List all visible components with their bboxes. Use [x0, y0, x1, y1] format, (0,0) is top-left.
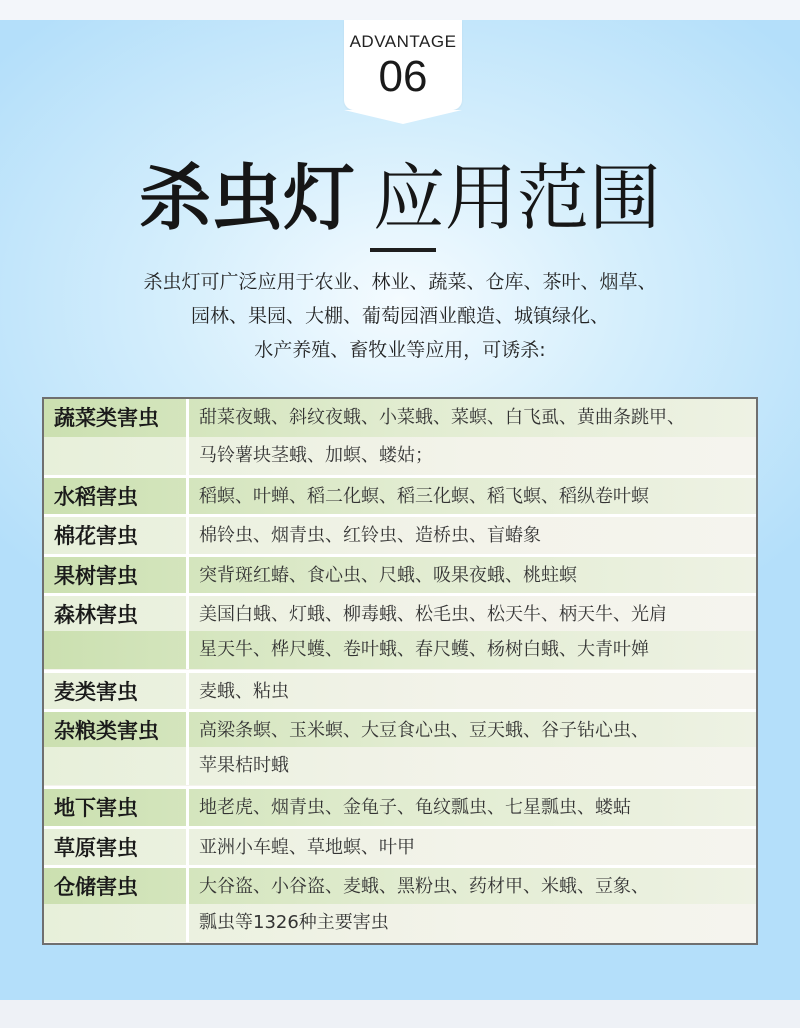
- page-title: [0, 150, 800, 246]
- pests-cell: 高梁条螟、玉米螟、大豆食心虫、豆天蛾、谷子钻心虫、: [199, 720, 649, 741]
- title-underline: [370, 248, 436, 252]
- category-cell: 麦类害虫: [44, 673, 189, 711]
- pests-cell: 星天牛、桦尺蠖、卷叶蛾、春尺蠖、杨树白蛾、大青叶婵: [199, 639, 649, 660]
- intro-line: 园林、果园、大棚、葡萄园酒业酿造、城镇绿化、: [190, 305, 609, 327]
- category-cell: 森林害虫: [44, 596, 189, 634]
- intro-line: 杀虫灯可广泛应用于农业、林业、蔬菜、仓库、茶叶、烟草、: [143, 271, 657, 293]
- bottom-strip: [0, 1000, 800, 1028]
- table-row: [44, 709, 756, 750]
- category-cell: 地下害虫: [44, 789, 189, 827]
- table-row: [44, 670, 756, 711]
- category-cell: 仓储害虫: [44, 868, 189, 906]
- table-row: [44, 747, 756, 785]
- category-cell: 棉花害虫: [44, 517, 189, 555]
- pests-cell: 突背斑红蝽、食心虫、尺蛾、吸果夜蛾、桃蛀螟: [199, 565, 577, 586]
- pests-cell: 稻螟、叶蝉、稻二化螟、稻三化螟、稻飞螟、稻纵卷叶螟: [199, 486, 649, 507]
- category-cell: 杂粮类害虫: [44, 712, 189, 750]
- category-cell: 水稻害虫: [44, 478, 189, 516]
- table-row: [44, 904, 756, 942]
- category-cell: [44, 747, 189, 785]
- pests-cell: 甜菜夜蛾、斜纹夜蛾、小菜蛾、菜螟、白飞虱、黄曲条跳甲、: [199, 407, 685, 428]
- table-row: [44, 786, 756, 827]
- pests-cell: 亚洲小车蝗、草地螟、叶甲: [199, 837, 415, 858]
- table-row: [44, 826, 756, 867]
- pests-cell: 瓢虫等1326种主要害虫: [199, 912, 389, 933]
- table-row: [44, 631, 756, 669]
- category-cell: 草原害虫: [44, 829, 189, 867]
- pests-cell: 大谷盗、小谷盗、麦蛾、黑粉虫、药材甲、米蛾、豆象、: [199, 876, 649, 897]
- table-row: [44, 593, 756, 634]
- badge-label: ADVANTAGE: [349, 32, 457, 51]
- pests-cell: 苹果桔时蛾: [199, 755, 289, 776]
- intro-text: [0, 265, 800, 367]
- table-row: [44, 865, 756, 906]
- advantage-badge: [344, 20, 462, 110]
- title-bold: 杀虫灯: [138, 156, 355, 240]
- table-row: [44, 437, 756, 475]
- pests-cell: 麦蛾、粘虫: [199, 681, 289, 702]
- table-row: [44, 475, 756, 516]
- table-row: [44, 399, 756, 437]
- category-cell: 果树害虫: [44, 557, 189, 595]
- table-row: [44, 554, 756, 595]
- pests-cell: 地老虎、烟青虫、金龟子、龟纹瓢虫、七星瓢虫、蝼蛄: [199, 797, 631, 818]
- badge-number: 06: [378, 52, 428, 101]
- category-cell: [44, 631, 189, 669]
- category-cell: [44, 904, 189, 942]
- pest-table: [42, 397, 758, 945]
- intro-line: 水产养殖、畜牧业等应用，可诱杀:: [254, 339, 546, 361]
- title-light: 应用范围: [373, 156, 662, 240]
- table-row: [44, 514, 756, 555]
- pests-cell: 美国白蛾、灯蛾、柳毒蛾、松毛虫、松天牛、柄天牛、光肩: [199, 604, 667, 625]
- category-cell: 蔬菜类害虫: [44, 399, 189, 437]
- category-cell: [44, 437, 189, 475]
- top-strip: [0, 0, 800, 20]
- pests-cell: 马铃薯块茎蛾、加螟、蝼姑；: [199, 445, 433, 466]
- pests-cell: 棉铃虫、烟青虫、红铃虫、造桥虫、盲蝽象: [199, 525, 541, 546]
